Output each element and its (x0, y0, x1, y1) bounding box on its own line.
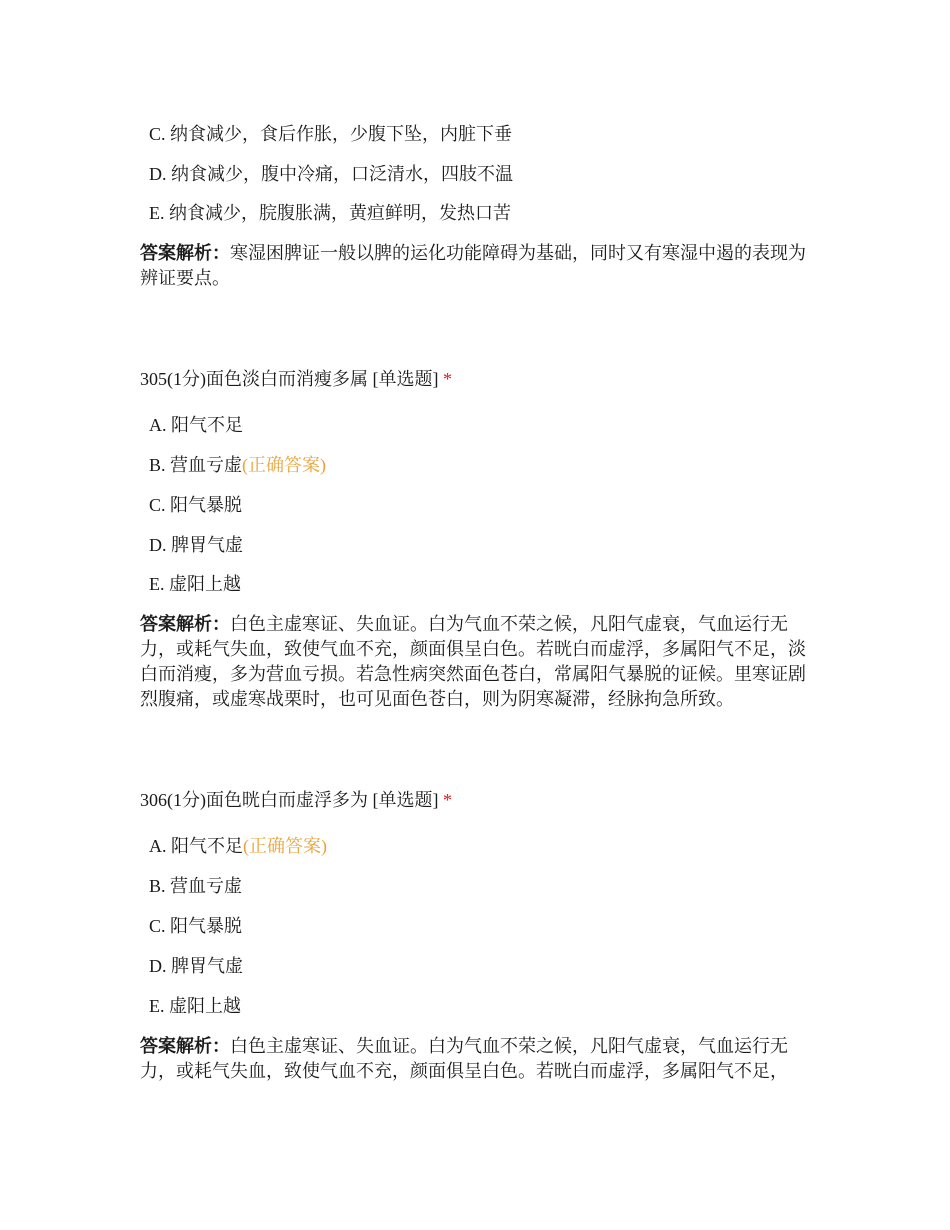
option-c: C. 阳气暴脱 (149, 495, 243, 515)
option-b: B. 营血亏虚 (149, 876, 243, 896)
correct-answer-marker: (正确答案) (243, 836, 327, 856)
option-a (149, 835, 327, 857)
question-title (140, 368, 452, 390)
question-text: 306(1分)面色晄白而虚浮多为 [单选题] (140, 790, 439, 810)
option-text: B. 营血亏虚 (149, 455, 243, 475)
option-c: C. 阳气暴脱 (149, 916, 243, 936)
analysis-text: 白色主虚寒证、失血证。白为气血不荣之候，凡阳气虚衰，气血运行无力，或耗气失血，致使气血不充，颜面俱呈白色。若晄白而虚浮，多属阳气不足，淡白而消瘦，多为营血亏损。若急性病突然面色苍白，常属阳气暴脱的证候。里寒证剧烈腹痛，或虚寒战栗时，也可见面色苍白，则为阴寒凝滞，经脉拘急所致。 (140, 614, 806, 709)
correct-answer-marker: (正确答案) (242, 455, 327, 475)
question-text: 305(1分)面色淡白而消瘦多属 [单选题] (140, 369, 439, 389)
required-star: * (442, 369, 452, 389)
option-e: E. 虚阳上越 (149, 996, 241, 1016)
analysis-text: 寒湿困脾证一般以脾的运化功能障碍为基础，同时又有寒湿中遏的表现为辨证要点。 (140, 243, 806, 288)
option-d: D. 脾胃气虚 (149, 956, 243, 976)
analysis-text: 白色主虚寒证、失血证。白为气血不荣之候，凡阳气虚衰，气血运行无力，或耗气失血，致使气血不充，颜面俱呈白色。若晄白而虚浮，多属阳气不足， (140, 1036, 788, 1081)
option-d: D. 纳食减少，腹中冷痛，口泛清水，四肢不温 (149, 164, 513, 184)
answer-analysis (140, 612, 820, 712)
analysis-label: 答案解析： (140, 243, 230, 263)
option-d: D. 脾胃气虚 (149, 535, 243, 555)
analysis-label: 答案解析： (140, 1036, 230, 1056)
option-a: A. 阳气不足 (149, 415, 243, 435)
option-text: A. 阳气不足 (149, 836, 243, 856)
option-c: C. 纳食减少，食后作胀，少腹下坠，内脏下垂 (149, 124, 513, 144)
option-b (149, 454, 326, 476)
answer-analysis (140, 241, 820, 291)
answer-analysis (140, 1034, 820, 1084)
option-e: E. 虚阳上越 (149, 574, 241, 594)
option-e: E. 纳食减少，脘腹胀满，黄疸鲜明，发热口苦 (149, 203, 511, 223)
analysis-label: 答案解析： (140, 614, 230, 634)
question-title (140, 789, 452, 811)
required-star: * (442, 790, 452, 810)
